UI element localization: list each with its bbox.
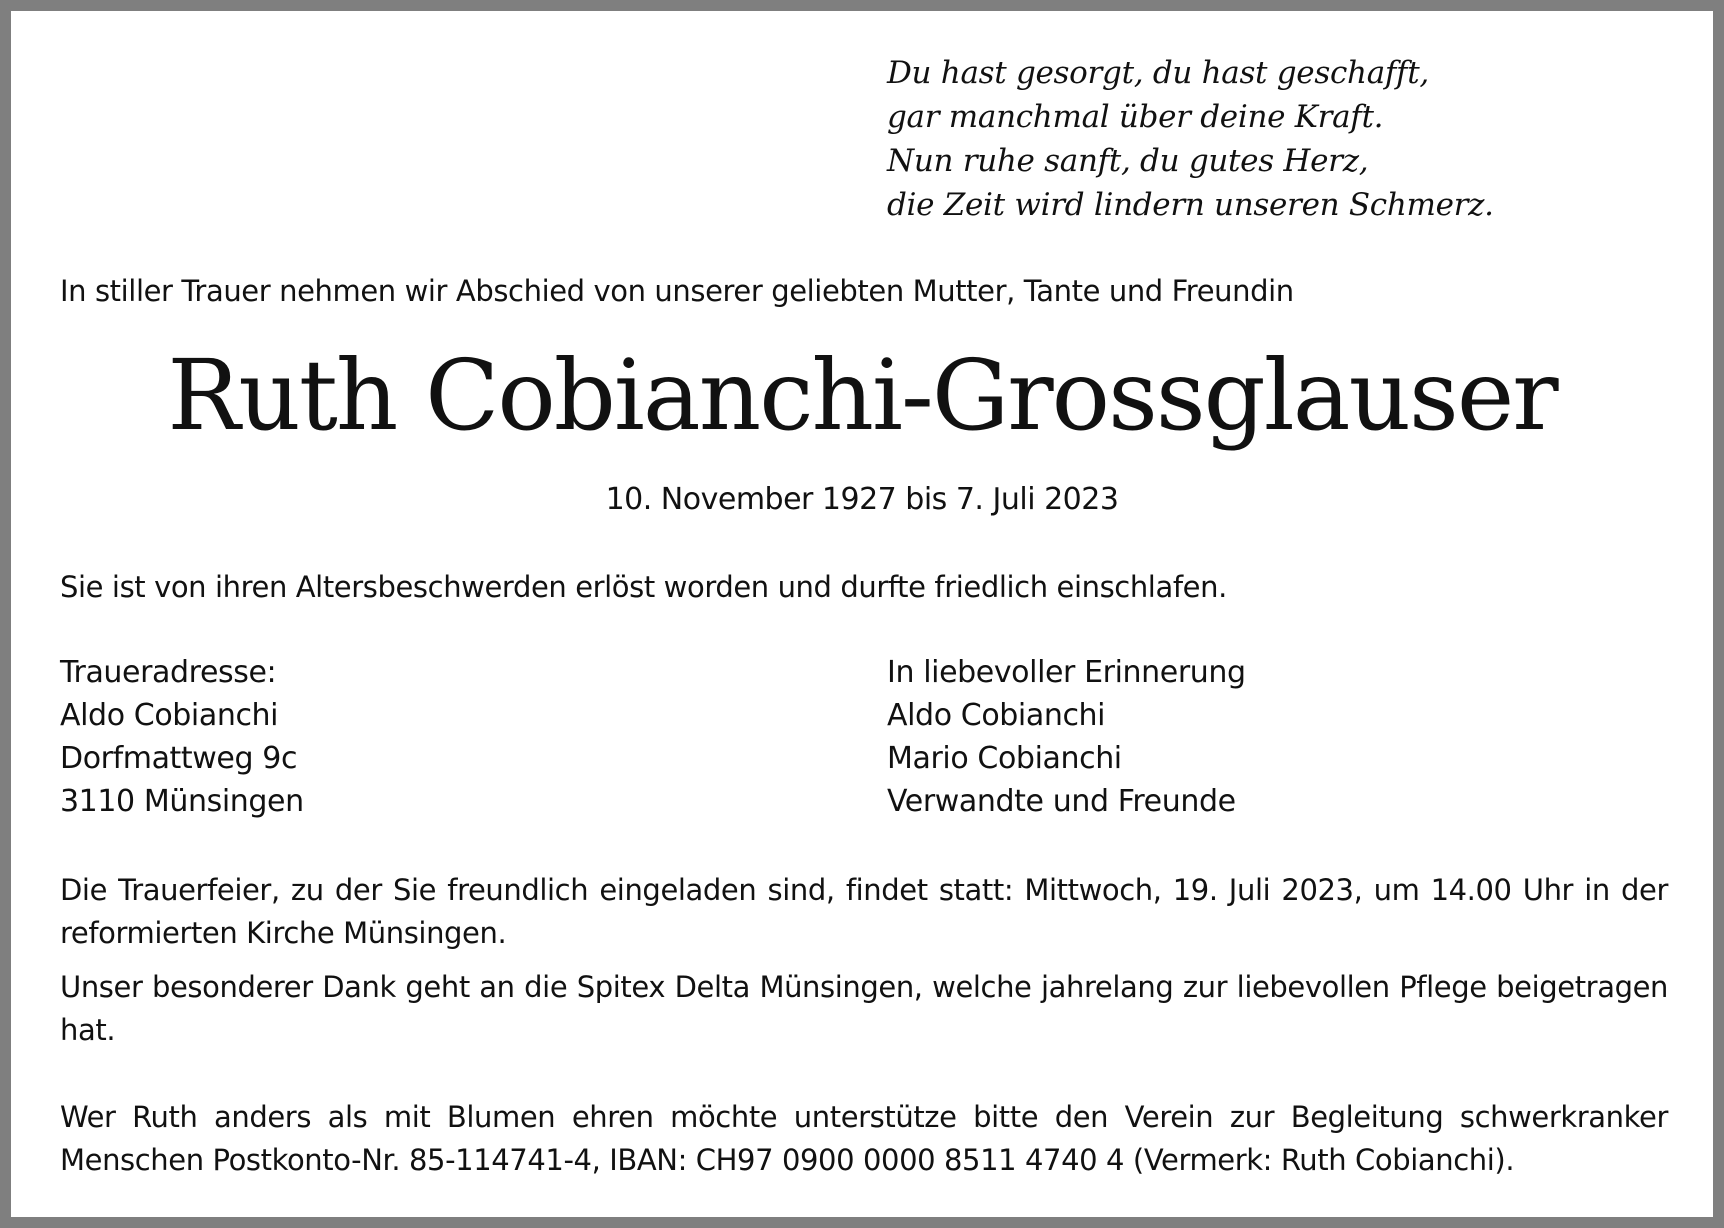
poem-line: Du hast gesorgt, du hast geschafft, (887, 55, 1429, 91)
relief-text: Sie ist von ihren Altersbeschwerden erlöst worden und durfte friedlich einschlafen. (60, 570, 1227, 604)
mourning-address (60, 651, 304, 823)
memorial-poem (887, 51, 1494, 227)
life-dates: 10. November 1927 bis 7. Juli 2023 (605, 482, 1119, 517)
intro-text: In stiller Trauer nehmen wir Abschied von unserer geliebten Mutter, Tante und Freundin (60, 274, 1294, 308)
remembrance-heading: In liebevoller Erinnerung (887, 655, 1246, 690)
donation-text: Wer Ruth anders als mit Blumen ehren möchte unterstütze bitte den Verein zur Begleitung schwerkranker Menschen Postkonto-Nr. 85-114741-4, IBAN: CH97 0900 0000 8511 4740 4 (Vermerk: Ruth Cobianchi). (60, 1100, 1668, 1177)
signatory-name: Mario Cobianchi (887, 741, 1122, 776)
deceased-name: Ruth Cobianchi-Grossglauser (167, 339, 1557, 452)
signatory-name: Aldo Cobianchi (887, 698, 1106, 733)
poem-line: gar manchmal über deine Kraft. (887, 99, 1384, 135)
poem-line: Nun ruhe sanft, du gutes Herz, (887, 143, 1369, 179)
address-heading: Traueradresse: (60, 655, 277, 690)
remembrance-signatories (887, 651, 1246, 823)
ceremony-text: Die Trauerfeier, zu der Sie freundlich eingeladen sind, findet statt: Mittwoch, 19. Juli 2023, um 14.00 Uhr in der reformierten Kirche Münsingen. (60, 873, 1668, 950)
thanks-text: Unser besonderer Dank geht an die Spitex Delta Münsingen, welche jahrelang zur liebevollen Pflege beigetragen hat. (60, 970, 1668, 1047)
signatory-name: Verwandte und Freunde (887, 784, 1236, 819)
address-city: 3110 Münsingen (60, 784, 304, 819)
obituary-notice (11, 11, 1713, 1217)
address-street: Dorfmattweg 9c (60, 741, 298, 776)
poem-line: die Zeit wird lindern unseren Schmerz. (887, 187, 1494, 223)
address-name: Aldo Cobianchi (60, 698, 279, 733)
